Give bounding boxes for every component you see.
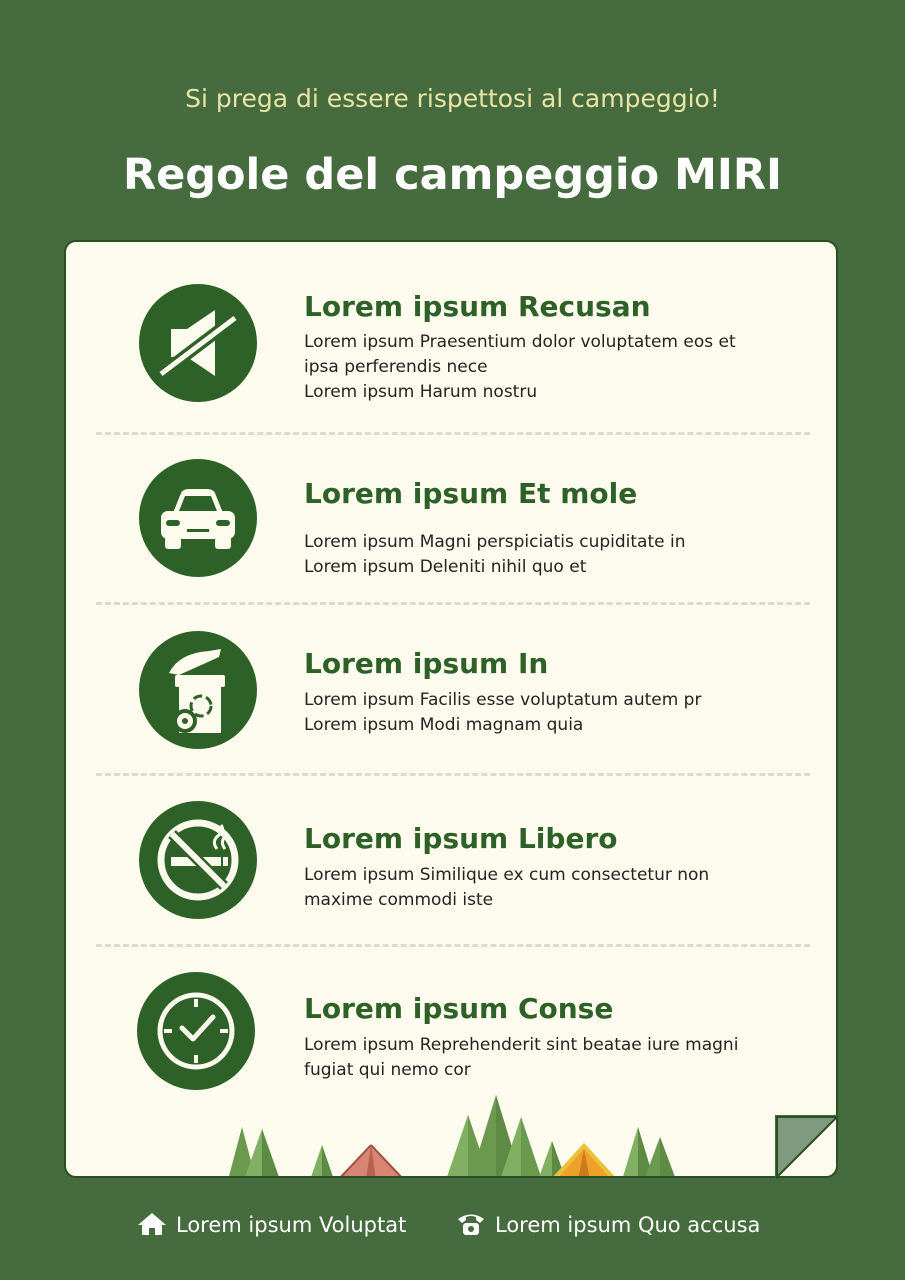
car-icon [139,459,257,577]
rule-text: Lorem ipsum Similique ex cum consectetur non maxime commodi iste [304,865,710,910]
divider [96,773,810,776]
rules-card [64,240,838,1178]
divider [96,944,810,947]
phone-icon [457,1212,485,1236]
rule-title: Lorem ipsum Recusan [304,290,651,323]
address-text: Lorem ipsum Voluptat [176,1213,407,1237]
recycle-bin-icon [139,631,257,749]
page-fold-corner [775,1115,839,1179]
page-title: Regole del campeggio MIRI [122,150,783,200]
footer-phone [457,1212,760,1237]
mute-speaker-icon [139,284,257,402]
rule-title: Lorem ipsum Et mole [304,477,638,510]
tagline: Si prega di essere rispettosi al campeggio! [185,84,720,113]
home-icon [138,1212,166,1236]
divider [96,432,810,435]
camping-scene-illustration [66,1077,838,1178]
no-smoking-icon [139,801,257,919]
rule-title: Lorem ipsum Libero [304,822,618,855]
rule-text: Lorem ipsum Facilis esse voluptatum autem pr Lorem ipsum Modi magnam quia [304,690,702,735]
rule-title: Lorem ipsum Conse [304,992,614,1025]
rule-text: Lorem ipsum Praesentium dolor voluptatem eos et ipsa perferendis nece Lorem ipsum Harum nostru [304,332,736,402]
divider [96,602,810,605]
clock-icon [137,972,255,1090]
footer-address [138,1212,406,1237]
rule-text: Lorem ipsum Magni perspiciatis cupiditate in Lorem ipsum Deleniti nihil quo et [304,532,686,577]
rule-title: Lorem ipsum In [304,647,549,680]
rule-text: Lorem ipsum Reprehenderit sint beatae iure magni fugiat qui nemo cor [304,1035,739,1080]
phone-text: Lorem ipsum Quo accusa [495,1213,761,1237]
